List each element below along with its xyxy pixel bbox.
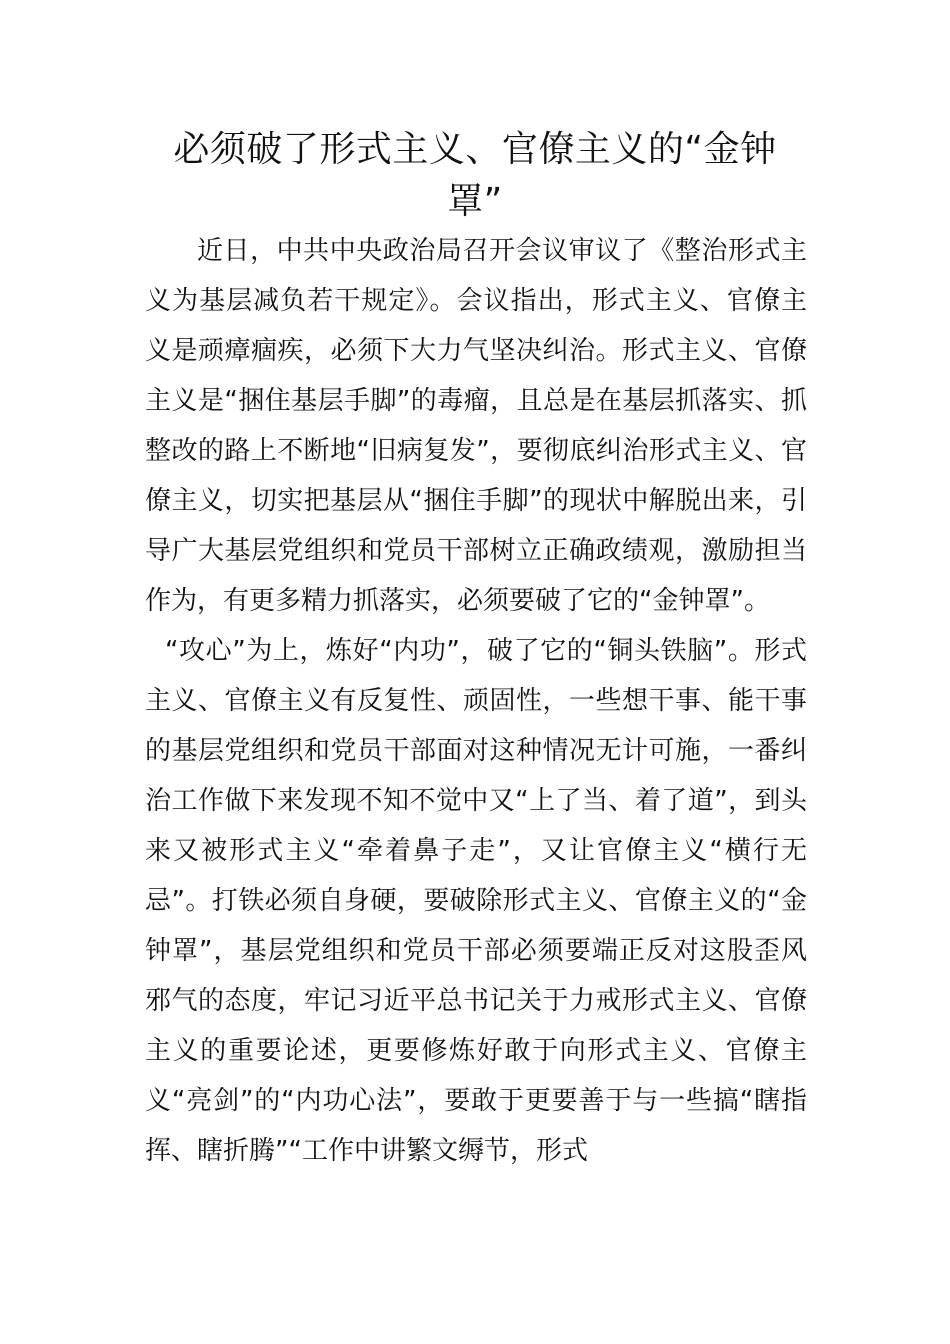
paragraph-1: 近日，中共中央政治局召开会议审议了《整治形式主义为基层减负若干规定》。会议指出，形式主义、官僚主义是顽瘴痼疾，必须下大力气坚决纠治。形式主义、官僚主义是“捆住基层手脚”的毒瘤，且总是在基层抓落实、抓整改的路上不断地“旧病复发”，要彻底纠治形式主义、官僚主义，切实把基层从“捆住手脚”的现状中解脱出来，引导广大基层党组织和党员干部树立正确政绩观，激励担当作为，有更多精力抓落实，必须要破了它的“金钟罩”。 xyxy=(145,236,807,616)
document-title: 必须破了形式主义、官僚主义的“金钟罩” xyxy=(173,129,777,222)
paragraph-2: “攻心”为上，炼好“内功”，破了它的“铜头铁脑”。形式主义、官僚主义有反复性、顽固性，一些想干事、能干事的基层党组织和党员干部面对这种情况无计可施，一番纠治工作做下来发现不知不觉中又“上了当、着了道”，到头来又被形式主义“牵着鼻子走”，又让官僚主义“横行无忌”。打铁必须自身硬，要破除形式主义、官僚主义的“金钟罩”，基层党组织和党员干部必须要端正反对这股歪风邪气的态度，牢记习近平总书记关于力戒形式主义、官僚主义的重要论述，更要修炼好敢于向形式主义、官僚主义“亮剑”的“内功心法”，要敢于更要善于与一些搞“瞎指挥、瞎折腾”“工作中讲繁文缛节，形式 xyxy=(145,636,807,1166)
document-body xyxy=(145,226,807,1176)
